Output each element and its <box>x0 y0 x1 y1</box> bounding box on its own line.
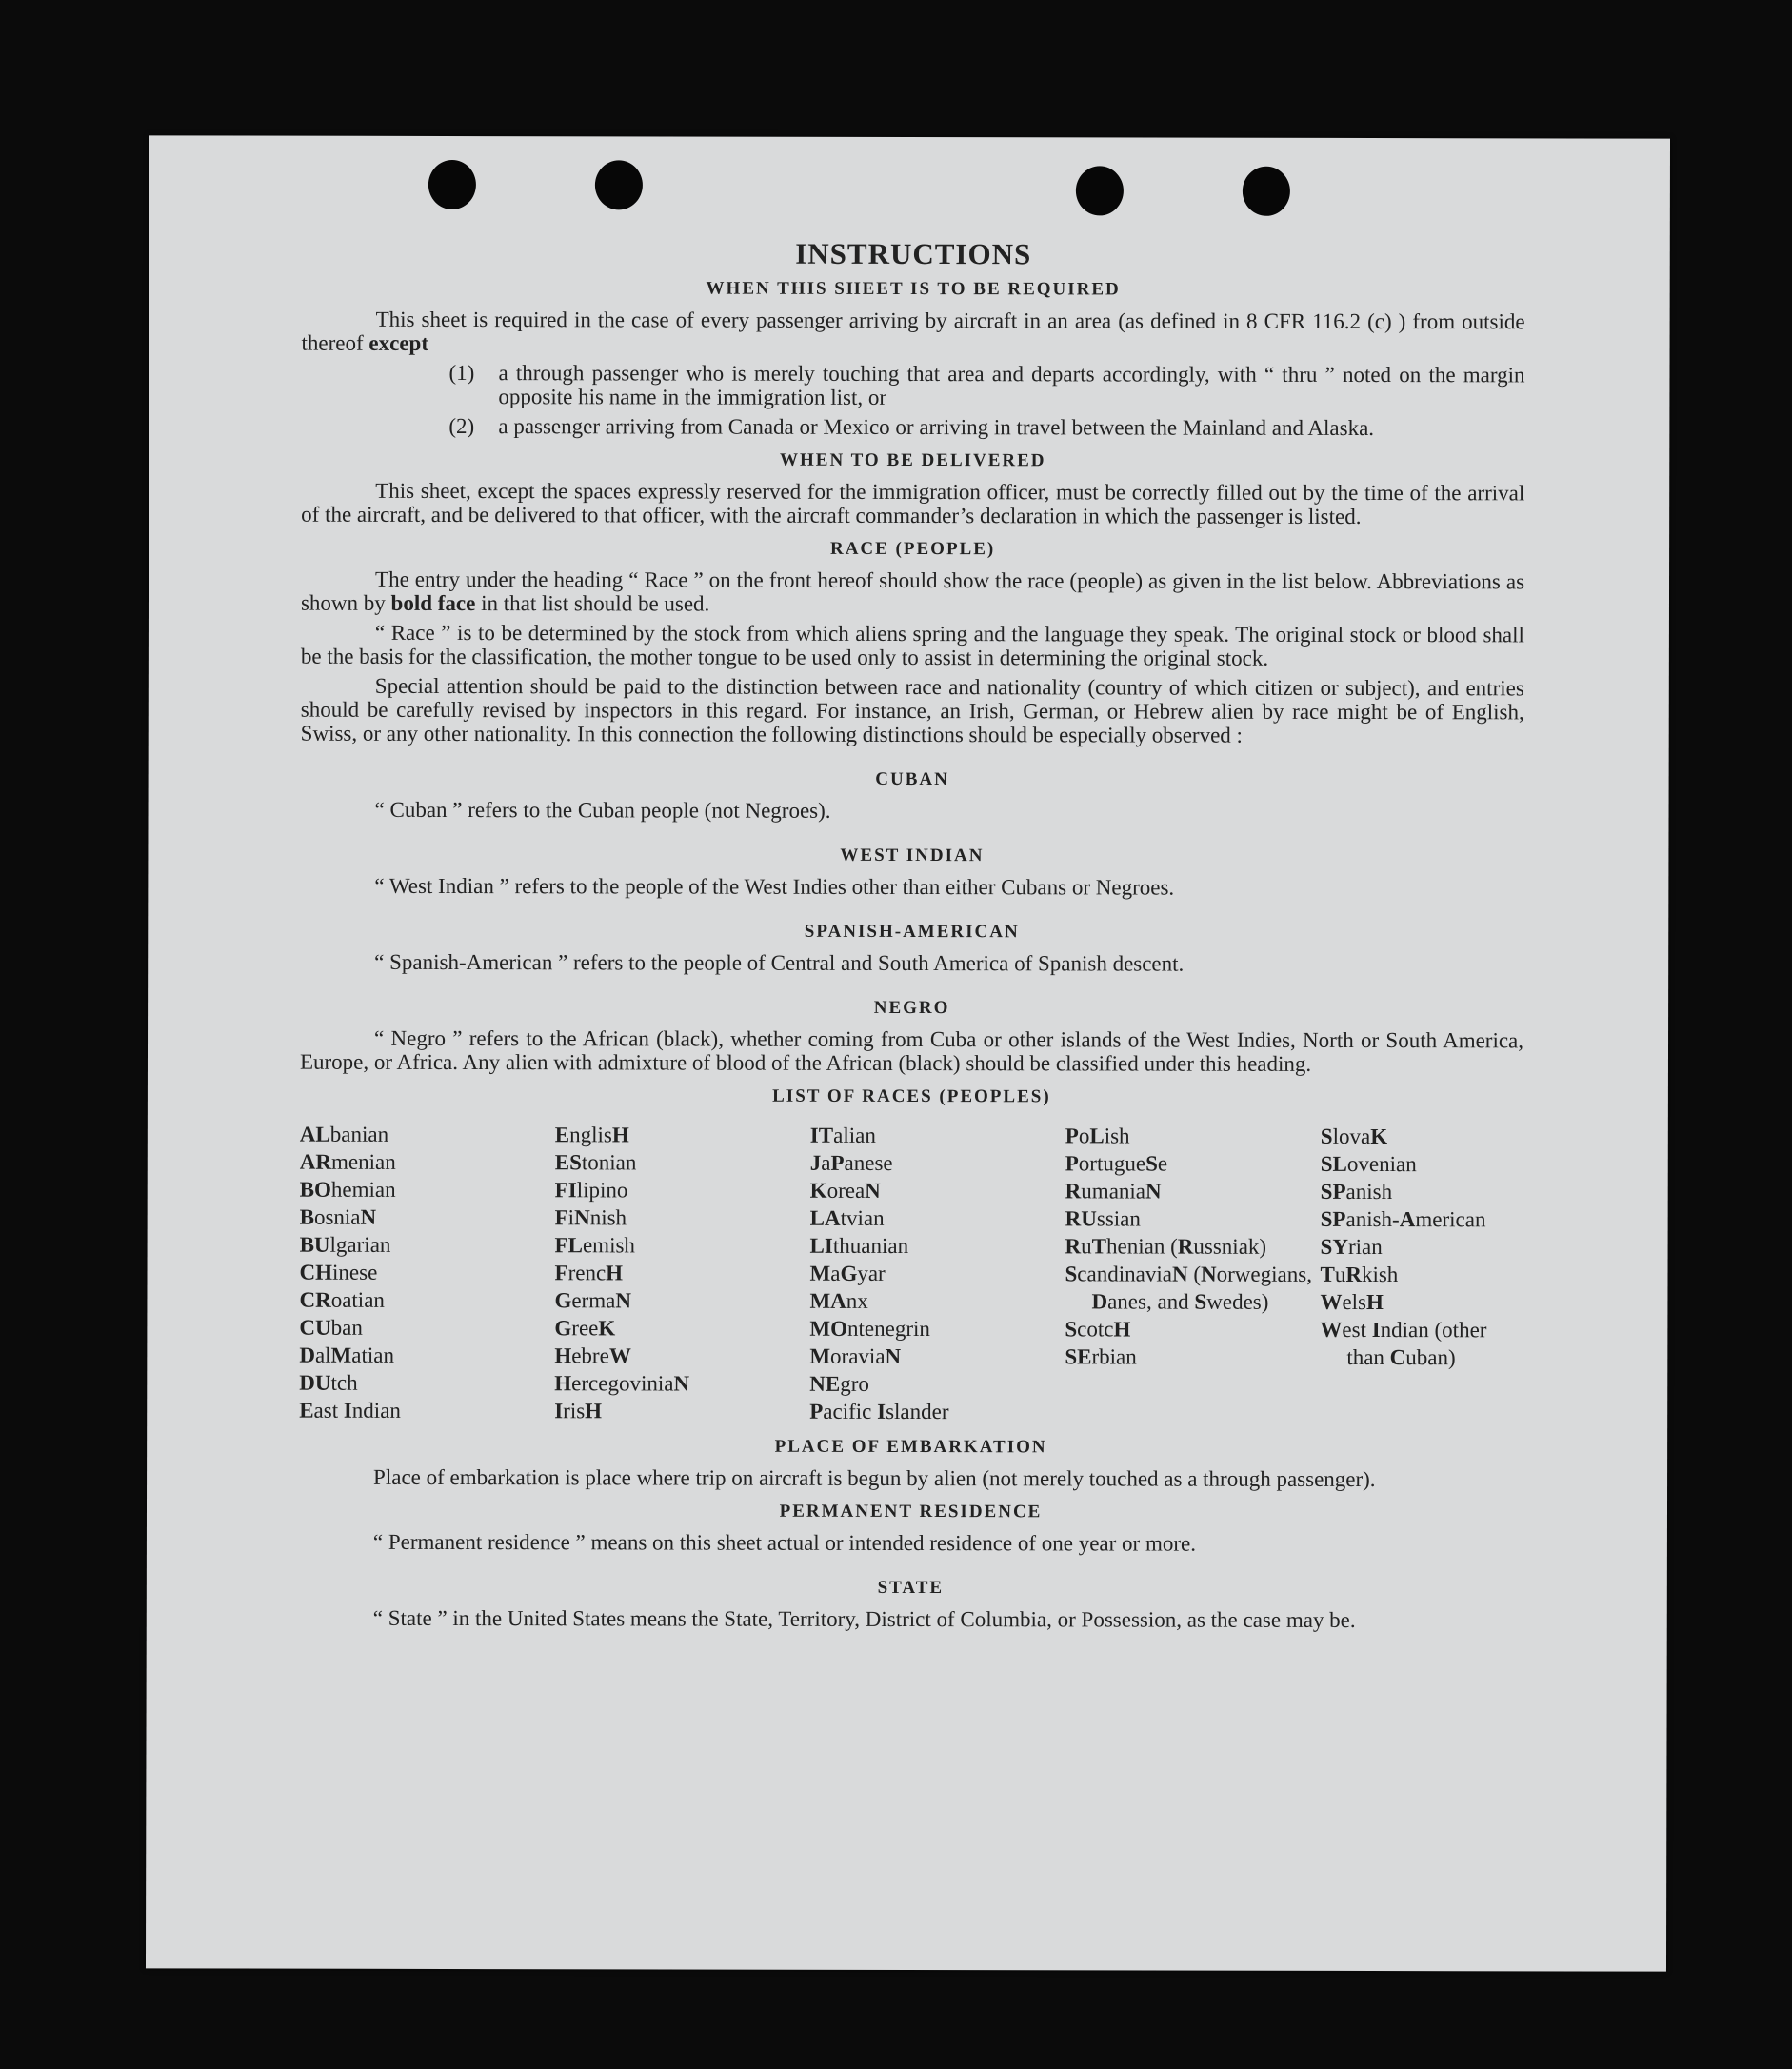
race-item: RuThenian (Russniak) <box>1065 1234 1267 1259</box>
races-column <box>299 1121 555 1425</box>
races-column <box>554 1121 810 1425</box>
west-indian-text: “ West Indian ” refers to the people of the West Indies other than either Cubans or Negroes. <box>374 873 1175 900</box>
punch-hole <box>1243 167 1290 216</box>
except-bold: except <box>368 330 429 355</box>
item-number: (2) <box>448 413 475 439</box>
race-item: FiNnish <box>554 1205 627 1230</box>
heading-when-delivered: WHEN TO BE DELIVERED <box>780 449 1046 471</box>
race-item: SYrian <box>1320 1234 1383 1260</box>
negro-text: “ Negro ” refers to the African (black), whether coming from Cuba or other islands of the West Indies, North or South America, Europe, or Africa. Any alien with admixture of blood of the African (black) should be classified under this heading. <box>299 1025 1524 1076</box>
item-number: (1) <box>448 360 475 386</box>
spanish-american-text: “ Spanish-American ” refers to the people of Central and South America of Spanish descent. <box>374 949 1185 976</box>
delivered-text: This sheet, except the spaces expressly reserved for the immigration officer, must be correctly filled out by the time of the arrival of the aircraft, and be delivered to that officer, with the aircraft commander’s declaration in which the passenger is listed. <box>301 478 1525 528</box>
race-item: LIthuanian <box>809 1233 909 1259</box>
race-item: KoreaN <box>809 1178 881 1203</box>
race-item: PortugueSe <box>1065 1151 1168 1176</box>
race-item: MOntenegrin <box>809 1316 930 1342</box>
race-item: TuRkish <box>1320 1262 1399 1287</box>
list-item <box>448 361 1524 410</box>
race-item: MaGyar <box>809 1261 886 1285</box>
race-item: FLemish <box>554 1233 635 1258</box>
race-item: GermaN <box>554 1288 631 1313</box>
race-item: HercegoviniaN <box>554 1371 690 1396</box>
heading-negro: NEGRO <box>873 997 950 1019</box>
heading-west-indian: WEST INDIAN <box>840 845 985 866</box>
embarkation-text: Place of embarkation is place where trip on aircraft is begun by alien (not merely touched as a through passenger). <box>373 1464 1376 1492</box>
race-item: SlovaK <box>1320 1124 1388 1149</box>
races-column <box>1320 1123 1523 1426</box>
race-item: SLovenian <box>1320 1151 1417 1177</box>
heading-permanent-residence: PERMANENT RESIDENCE <box>779 1501 1043 1522</box>
race-item: BosniaN <box>299 1204 377 1229</box>
race-item: ITalian <box>809 1123 876 1147</box>
page-title: INSTRUCTIONS <box>795 236 1032 271</box>
race-item: East Indian <box>299 1398 401 1422</box>
punch-hole <box>595 160 643 209</box>
races-column <box>1065 1122 1321 1426</box>
race-item: GreeK <box>554 1316 616 1341</box>
race-item: CHinese <box>299 1260 378 1284</box>
race-item: SPanish-American <box>1320 1206 1486 1232</box>
item-text: a passenger arriving from Canada or Mexico or arriving in travel between the Mainland and Alaska. <box>498 414 1375 441</box>
race-item: ScandinaviaN (Norwegians, Danes, and Swedes) <box>1065 1262 1312 1314</box>
race-item: MAnx <box>809 1288 868 1313</box>
instructions-content <box>299 236 1525 1639</box>
race-item: CUban <box>299 1315 363 1340</box>
race-item: ARmenian <box>299 1149 396 1174</box>
heading-spanish-american: SPANISH-AMERICAN <box>804 921 1020 943</box>
race-item: DUtch <box>299 1370 358 1395</box>
item-text: a through passenger who is merely touching that area and departs accordingly, with “ thru ” noted on the margin opposite his name in the immigration list, or <box>498 361 1525 409</box>
race-item: PoLish <box>1065 1124 1130 1148</box>
race-item: RUssian <box>1065 1206 1141 1231</box>
race-paragraph-3: Special attention should be paid to the distinction between race and nationality (country of which citizen or subject), and entries should be carefully revised by inspectors in this regard. For instance, an Irish, German, or Hebrew alien by race might be of English, Swiss, or any other nationality. In this connection the following distinctions should be especially observed : <box>300 673 1524 747</box>
bold-face-text: bold face <box>390 590 476 616</box>
race-item: West Indian (other than Cuban) <box>1320 1317 1487 1370</box>
races-list <box>299 1121 1523 1427</box>
list-item <box>448 414 1524 440</box>
race-item: HebreW <box>554 1343 631 1368</box>
race-item: RumaniaN <box>1065 1179 1162 1204</box>
heading-place-of-embarkation: PLACE OF EMBARKATION <box>774 1436 1047 1458</box>
race-item: SPanish <box>1320 1179 1393 1204</box>
residence-text: “ Permanent residence ” means on this sheet actual or intended residence of one year or more. <box>372 1529 1197 1556</box>
race-item: Pacific Islander <box>809 1399 949 1424</box>
heading-when-required: WHEN THIS SHEET IS TO BE REQUIRED <box>706 278 1121 300</box>
race-item: SErbian <box>1065 1344 1137 1369</box>
race-item: IrisH <box>554 1399 603 1423</box>
punch-hole <box>1076 166 1124 215</box>
race-item: LAtvian <box>809 1205 885 1230</box>
race-item: EStonian <box>554 1150 637 1175</box>
heading-race: RACE (PEOPLE) <box>829 538 996 560</box>
punch-hole <box>428 160 476 209</box>
races-column <box>809 1122 1065 1426</box>
race-item: NEgro <box>809 1371 869 1396</box>
race-item: ALbanian <box>299 1122 389 1146</box>
race-item: EnglisH <box>554 1123 629 1147</box>
race-item: JaPanese <box>809 1150 893 1175</box>
race-item: DalMatian <box>299 1343 395 1367</box>
race-item: WelsH <box>1320 1289 1384 1315</box>
race-paragraph-1: The entry under the heading “ Race ” on the front hereof should show the race (people) as given in the list below. Abbreviations as shown by bold face in that list should be used. <box>300 567 1525 616</box>
race-item: MoraviaN <box>809 1343 902 1368</box>
required-intro: This sheet is required in the case of every passenger arriving by aircraft in an area (as defined in 8 CFR 116.2 (c) ) from outside thereof except <box>301 307 1525 355</box>
race-item: BUlgarian <box>299 1232 391 1257</box>
race-item: ScotcH <box>1065 1317 1131 1342</box>
heading-state: STATE <box>877 1577 945 1599</box>
race-paragraph-2: “ Race ” is to be determined by the stock from which aliens spring and the language they speak. The original stock or blood shall be the basis for the classification, the mother tongue to be used only to assist in determining the original stock. <box>300 620 1524 670</box>
heading-cuban: CUBAN <box>875 768 949 790</box>
race-item: FrencH <box>554 1261 624 1285</box>
state-text: “ State ” in the United States means the State, Territory, District of Columbia, or Possession, as the case may be. <box>372 1605 1356 1632</box>
cuban-text: “ Cuban ” refers to the Cuban people (not Negroes). <box>374 797 831 823</box>
race-item: BOhemian <box>299 1177 396 1202</box>
document-sheet <box>146 135 1670 1971</box>
race-item: FIlipino <box>554 1178 628 1203</box>
heading-list-of-races: LIST OF RACES (PEOPLES) <box>772 1085 1051 1107</box>
race-item: CRoatian <box>299 1287 385 1312</box>
